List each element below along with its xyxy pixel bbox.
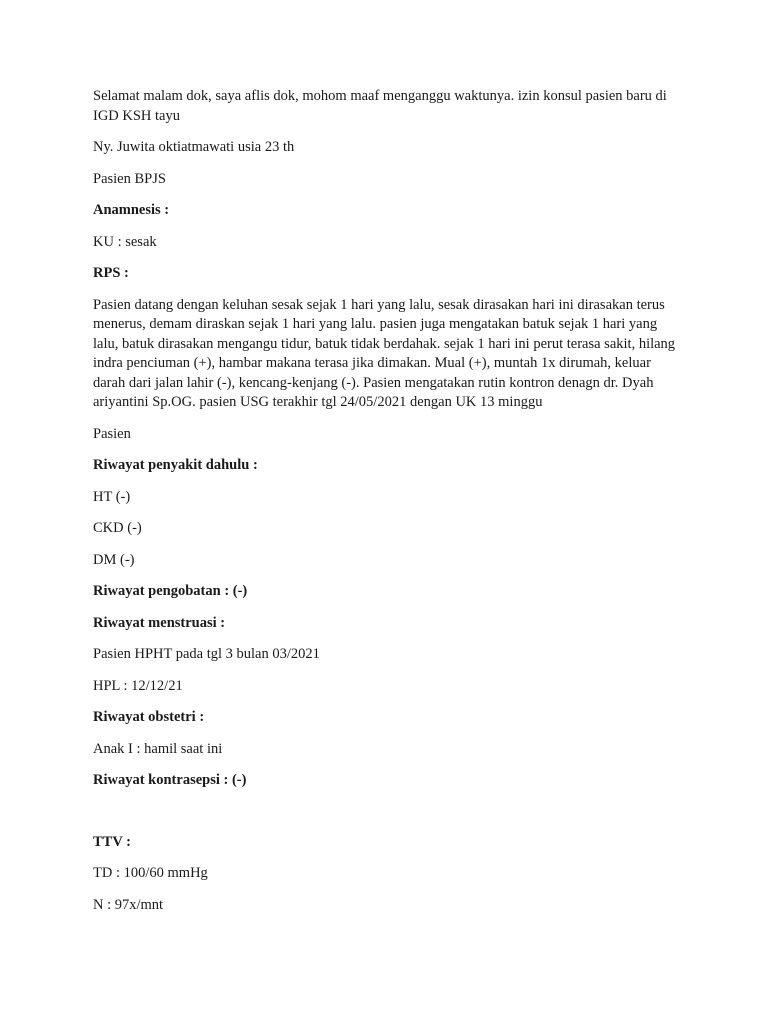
dm-text: DM (-) bbox=[93, 551, 135, 568]
obstetri-heading: Riwayat obstetri : bbox=[93, 709, 205, 725]
hpht-text: Pasien HPHT pada tgl 3 bulan 03/2021 bbox=[93, 646, 320, 662]
menstruasi-heading: Riwayat menstruasi : bbox=[93, 614, 226, 631]
anak-text: Anak I : hamil saat ini bbox=[93, 740, 223, 757]
rpd-heading: Riwayat penyakit dahulu : bbox=[93, 457, 258, 473]
pengobatan-heading: Riwayat pengobatan : (-) bbox=[93, 583, 248, 599]
patient-name: Ny. Juwita oktiatmawati usia 23 th bbox=[93, 139, 295, 155]
greeting-text: Selamat malam dok, saya aflis dok, mohom maaf menganggu waktunya. izin konsul pasien baru di IGD KSH tayu bbox=[93, 88, 667, 124]
document-page bbox=[93, 87, 683, 915]
nadi-text: N : 97x/mnt bbox=[93, 896, 164, 913]
rps-heading: RPS : bbox=[93, 265, 129, 281]
ht-text: HT (-) bbox=[93, 488, 131, 505]
hpl-text: HPL : 12/12/21 bbox=[93, 677, 183, 694]
rps-text: Pasien datang dengan keluhan sesak sejak 1 hari yang lalu, sesak dirasakan hari ini dirasakan terus menerus, demam diraskan sejak 1 hari yang lalu. pasien juga mengatakan batuk sejak 1 hari yang lalu, batuk dirasakan mengangu tidur, batuk tidak berdahak. sejak 1 hari ini perut terasa sakit, hilang indra penciuman (+), hambar makana terasa jika dimakan. Mual (+), muntah 1x dirumah, keluar darah dari jalan lahir (-), kencang-kenjang (-). Pasien mengatakan rutin kontron denagn dr. Dyah ariyantini Sp.OG. pasien USG terakhir tgl 24/05/2021 dengan UK 13 minggu bbox=[93, 296, 676, 410]
ttv-heading: TTV : bbox=[93, 833, 132, 850]
td-text: TD : 100/60 mmHg bbox=[93, 865, 208, 881]
insurance-text: Pasien BPJS bbox=[93, 170, 166, 187]
kontrasepsi-heading: Riwayat kontrasepsi : (-) bbox=[93, 772, 247, 788]
pasien-text: Pasien bbox=[93, 425, 131, 442]
anamnesis-heading: Anamnesis : bbox=[93, 202, 170, 218]
ckd-text: CKD (-) bbox=[93, 520, 142, 536]
ku-text: KU : sesak bbox=[93, 233, 157, 250]
